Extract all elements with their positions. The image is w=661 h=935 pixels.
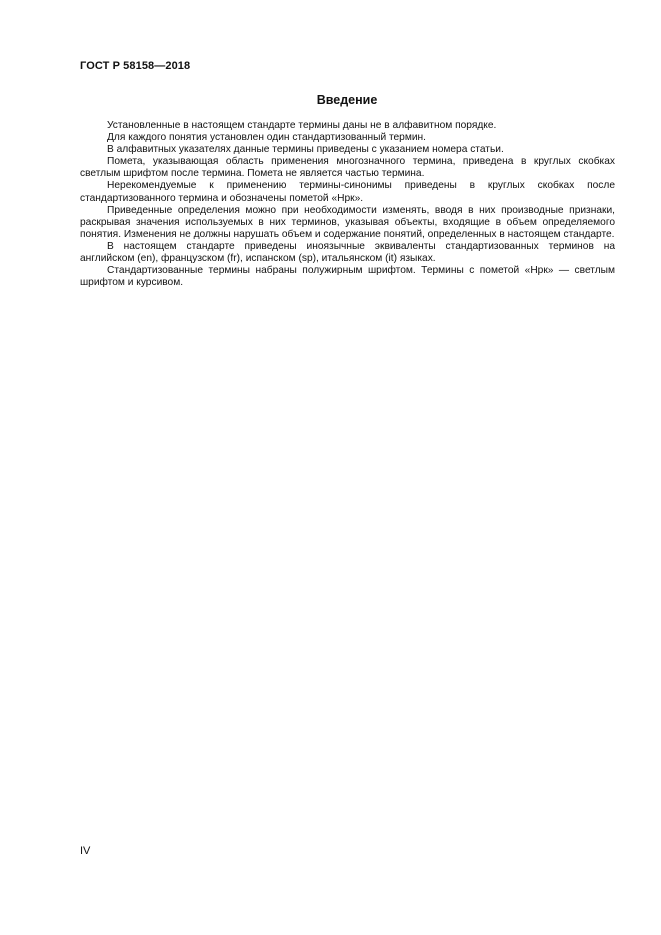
section-body [80,120,615,289]
paragraph-5: Нерекомендуемые к применению термины-синонимы приведены в круглых скобках после стандартизованного термина и обозначены пометой «Нрк». [80,180,615,204]
section-title: Введение [316,93,378,107]
page-number: IV [80,845,91,857]
paragraph-4: Помета, указывающая область применения многозначного термина, приведена в круглых скобках светлым шрифтом после термина. Помета не является частью термина. [80,156,615,180]
paragraph-3: В алфавитных указателях данные термины приведены с указанием номера статьи. [107,144,504,156]
document-header: ГОСТ Р 58158—2018 [80,60,191,72]
paragraph-8: Стандартизованные термины набраны полужирным шрифтом. Термины с пометой «Нрк» — светлым шрифтом и курсивом. [80,265,615,289]
paragraph-7: В настоящем стандарте приведены иноязычные эквиваленты стандартизованных терминов на английском (en), французском (fr), испанском (sp), итальянском (it) языках. [80,240,615,265]
paragraph-1: Установленные в настоящем стандарте термины даны не в алфавитном порядке. [107,120,497,131]
paragraph-6: Приведенные определения можно при необходимости изменять, вводя в них производные признаки, раскрывая значения используемых в них терминов, указывая объекты, входящие в объем определяемого понятия. Изменения не должны нарушать объем и содержание понятий, определенных в настоящем стандарте. [80,204,615,240]
paragraph-2: Для каждого понятия установлен один стандартизованный термин. [107,132,426,144]
